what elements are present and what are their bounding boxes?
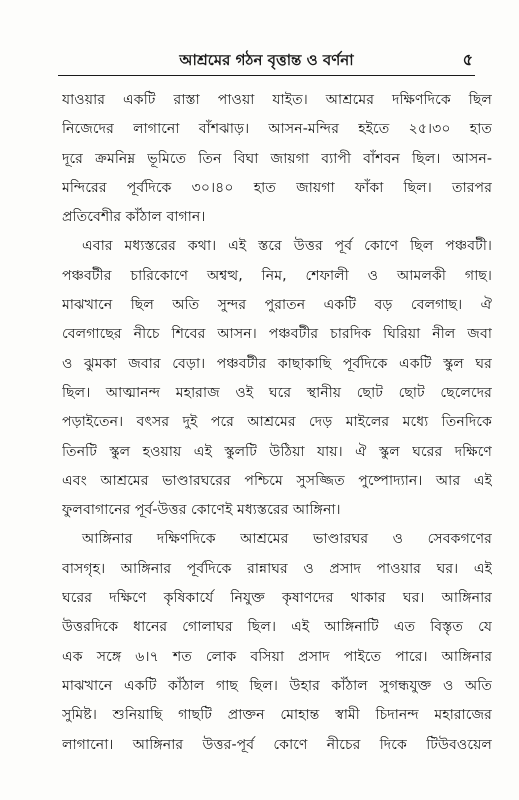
text-line: ফুলবাগানের পূর্ব-উত্তর কোণেই মধ্যস্তরের আঙ্গিনা। [62, 502, 341, 519]
text-line: নিজেদের লাগানো বাঁশঝাড়। আসন-মন্দির হইতে ২৫।৩০ হাত [62, 121, 492, 138]
paragraph-3 [62, 525, 492, 759]
text-line: এক সঙ্গে ৬।৭ শত লোক বসিয়া প্রসাদ পাইতে পারে। আঙ্গিনার [62, 648, 492, 665]
text-line: ঘরের দক্ষিণে কৃষিকার্যে নিযুক্ত কৃষাণদের থাকার ঘর। আঙ্গিনার [62, 590, 492, 607]
text-line: পঞ্চবটীর চারিকোণে অশ্বত্থ, নিম, শেফালী ও আমলকী গাছ। [62, 267, 492, 284]
text-line: পড়াইতেন। বৎসর দুই পরে আশ্রমের দেড় মাইলের মধ্যে তিনদিকে [62, 414, 492, 431]
text-line: ও ঝুমকা জবার বেড়া। পঞ্চবটীর কাছাকাছি পূর্বদিকে একটি স্কুল ঘর [62, 355, 492, 372]
page-number: ৫ [462, 50, 473, 69]
paragraph-2 [62, 232, 492, 525]
text-line: এবং আশ্রমের ভাণ্ডারঘরের পশ্চিমে সুসজ্জিত পুষ্পোদ্যান। আর এই [62, 472, 492, 489]
text-line: প্রতিবেশীর কাঁঠাল বাগান। [62, 209, 206, 226]
text-line: বাসগৃহ। আঙ্গিনার পূর্বদিকে রান্নাঘর ও প্রসাদ পাওয়ার ঘর। এই [62, 560, 492, 577]
text-line: এবার মধ্যস্তরের কথা। এই স্তরে উত্তর পূর্ব কোণে ছিল পঞ্চবটী। [82, 238, 492, 255]
paragraph-1 [62, 86, 492, 232]
text-line: সুমিষ্ট। শুনিয়াছি গাছটি প্রাক্তন মোহান্ত স্বামী চিদানন্দ মহারাজের [62, 707, 492, 724]
text-line: বেলগাছের নীচে শিবের আসন। পঞ্চবটীর চারদিক ঘিরিয়া নীল জবা [62, 326, 492, 343]
text-line: মাঝখানে ছিল অতি সুন্দর পুরাতন একটি বড় বেলগাছ। ঐ [62, 297, 492, 314]
chapter-title: আশ্রমের গঠন বৃত্তান্ত ও বর্ণনা [179, 51, 354, 69]
text-line: ছিল। আত্মানন্দ মহারাজ ওই ঘরে স্থানীয় ছোট ছোট ছেলেদের [62, 384, 492, 401]
text-line: উত্তরদিকে ধানের গোলাঘর ছিল। এই আঙ্গিনাটি এত বিস্তৃত যে [62, 619, 492, 636]
header-divider [58, 75, 475, 76]
text-line: লাগানো। আঙ্গিনার উত্তর-পূর্ব কোণে নীচের দিকে টিউবওয়েল [62, 736, 492, 753]
body-text [62, 86, 492, 760]
text-line: যাওয়ার একটি রাস্তা পাওয়া যাইত। আশ্রমের দক্ষিণদিকে ছিল [62, 92, 492, 108]
running-header [60, 48, 473, 72]
text-line: দূরে ক্রমনিম্ন ভূমিতে তিন বিঘা জায়গা ব্যাপী বাঁশবন ছিল। আসন- [62, 150, 492, 167]
text-line: আঙ্গিনার দক্ষিণদিকে আশ্রমের ভাণ্ডারঘর ও সেবকগণের [82, 531, 492, 548]
text-line: তিনটি স্কুল হওয়ায় এই স্কুলটি উঠিয়া যায়। ঐ স্কুল ঘরের দক্ষিণে [62, 443, 492, 460]
text-line: মন্দিরের পূর্বদিকে ৩০।৪০ হাত জায়গা ফাঁকা ছিল। তারপর [62, 179, 492, 196]
text-line: মাঝখানে একটি কাঁঠাল গাছ ছিল। উহার কাঁঠাল সুগন্ধযুক্ত ও অতি [62, 677, 492, 694]
